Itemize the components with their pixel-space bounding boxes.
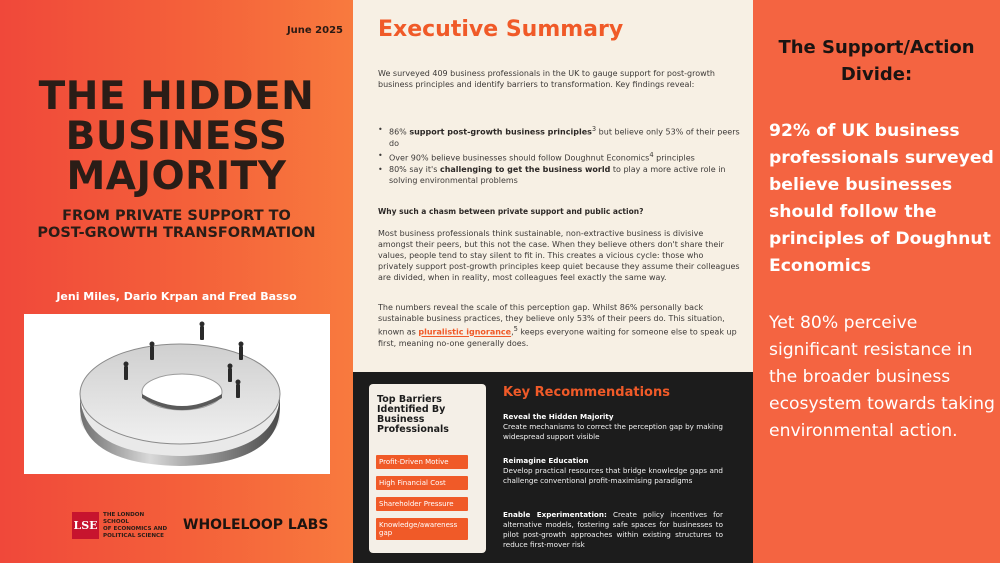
finding-item: • Over 90% believe businesses should follow Doughnut Economics$^4$ principles <box>378 150 740 164</box>
finding-item: • 80% say it's challenging to get the business world to play a more active role in solving environmental problems <box>378 164 740 186</box>
summary-intro: We surveyed 409 business professionals in the UK to gauge support for post-growth business principles and identify barriers to transformation. Key findings reveal: <box>378 69 715 89</box>
subtitle-line: POST-GROWTH TRANSFORMATION <box>37 225 316 241</box>
divide-heading: The Support/Action Divide: <box>778 37 975 85</box>
recommendations-title: Key Recommendations <box>503 385 670 400</box>
barrier-tag: Knowledge/awareness gap <box>376 518 468 540</box>
recommendations-panel <box>353 372 753 563</box>
barriers-title: Top Barriers Identified By Business Professionals <box>377 394 449 435</box>
publication-date: June 2025 <box>286 25 343 36</box>
executive-summary-panel <box>353 0 753 372</box>
cover-image <box>24 314 330 474</box>
subtitle-line: FROM PRIVATE SUPPORT TO <box>62 208 291 224</box>
report-title <box>0 74 353 199</box>
lse-logo: LSE <box>72 512 99 539</box>
key-findings-list <box>378 124 740 187</box>
divide-bold-statement: 92% of UK business professionals surveyed believe businesses should follow the principles of Doughnut Economics <box>769 121 994 276</box>
title-line: BUSINESS <box>65 114 288 159</box>
recommendation-item: Reveal the Hidden Majority Create mechanisms to correct the perception gap by making widespread support visible <box>503 412 723 441</box>
executive-summary-title: Executive Summary <box>378 17 624 42</box>
wholeloop-labs-logo: WHOLELOOP LABS <box>183 517 329 533</box>
barrier-tag: High Financial Cost <box>376 476 468 490</box>
title-line: THE HIDDEN <box>38 74 315 119</box>
authors: Jeni Miles, Dario Krpan and Fred Basso <box>56 290 297 303</box>
pluralistic-ignorance-link[interactable]: pluralistic ignorance <box>418 327 512 337</box>
barriers-card <box>369 384 486 553</box>
lse-name-line: OF ECONOMICS AND <box>103 526 168 532</box>
lse-name <box>103 512 171 540</box>
finding-item: • 86% support post-growth business principles$^3$ but believe only 53% of their peers do <box>378 124 740 149</box>
lse-name-line: POLITICAL SCIENCE <box>103 533 164 539</box>
summary-question: Why such a chasm between private support and public action? <box>378 207 644 216</box>
cover-panel <box>0 0 353 563</box>
summary-paragraph: The numbers reveal the scale of this perception gap. Whilst 86% personally back sustainable business practices, they believe only 53% of their peers do. This situation, known as pluralistic ignorance,$^5$ keeps everyone waiting for someone else to speak up first, meaning no-one generally does. <box>378 303 737 348</box>
barrier-tag: Profit-Driven Motive <box>376 455 468 469</box>
title-line: MAJORITY <box>66 154 287 199</box>
recommendation-item: Reimagine Education Develop practical resources that bridge knowledge gaps and challenge conventional profit-maximising paradigms <box>503 456 723 485</box>
recommendation-item: Enable Experimentation: Create policy incentives for alternative models, fostering safe spaces for businesses to pilot post-growth approaches within existing structures to reduce first-mover risk <box>503 510 723 549</box>
divide-plain-statement: Yet 80% perceive significant resistance in the broader business ecosystem towards taking environmental action. <box>769 313 995 441</box>
barrier-tag: Shareholder Pressure <box>376 497 468 511</box>
report-subtitle <box>0 208 353 242</box>
summary-paragraph: Most business professionals think sustainable, non-extractive business is divisive amongst their peers, but this not the case. When they believe others don't share their values, people tend to stay silent to fit in. This creates a vicious cycle: those who privately support post-growth principles keep quiet because they assume their colleagues are divided, when in reality, most colleagues feel exactly the same way. <box>378 229 740 282</box>
ring-with-people-illustration <box>24 314 330 474</box>
support-action-divide-panel <box>753 0 1000 563</box>
lse-name-line: THE LONDON SCHOOL <box>103 512 145 525</box>
